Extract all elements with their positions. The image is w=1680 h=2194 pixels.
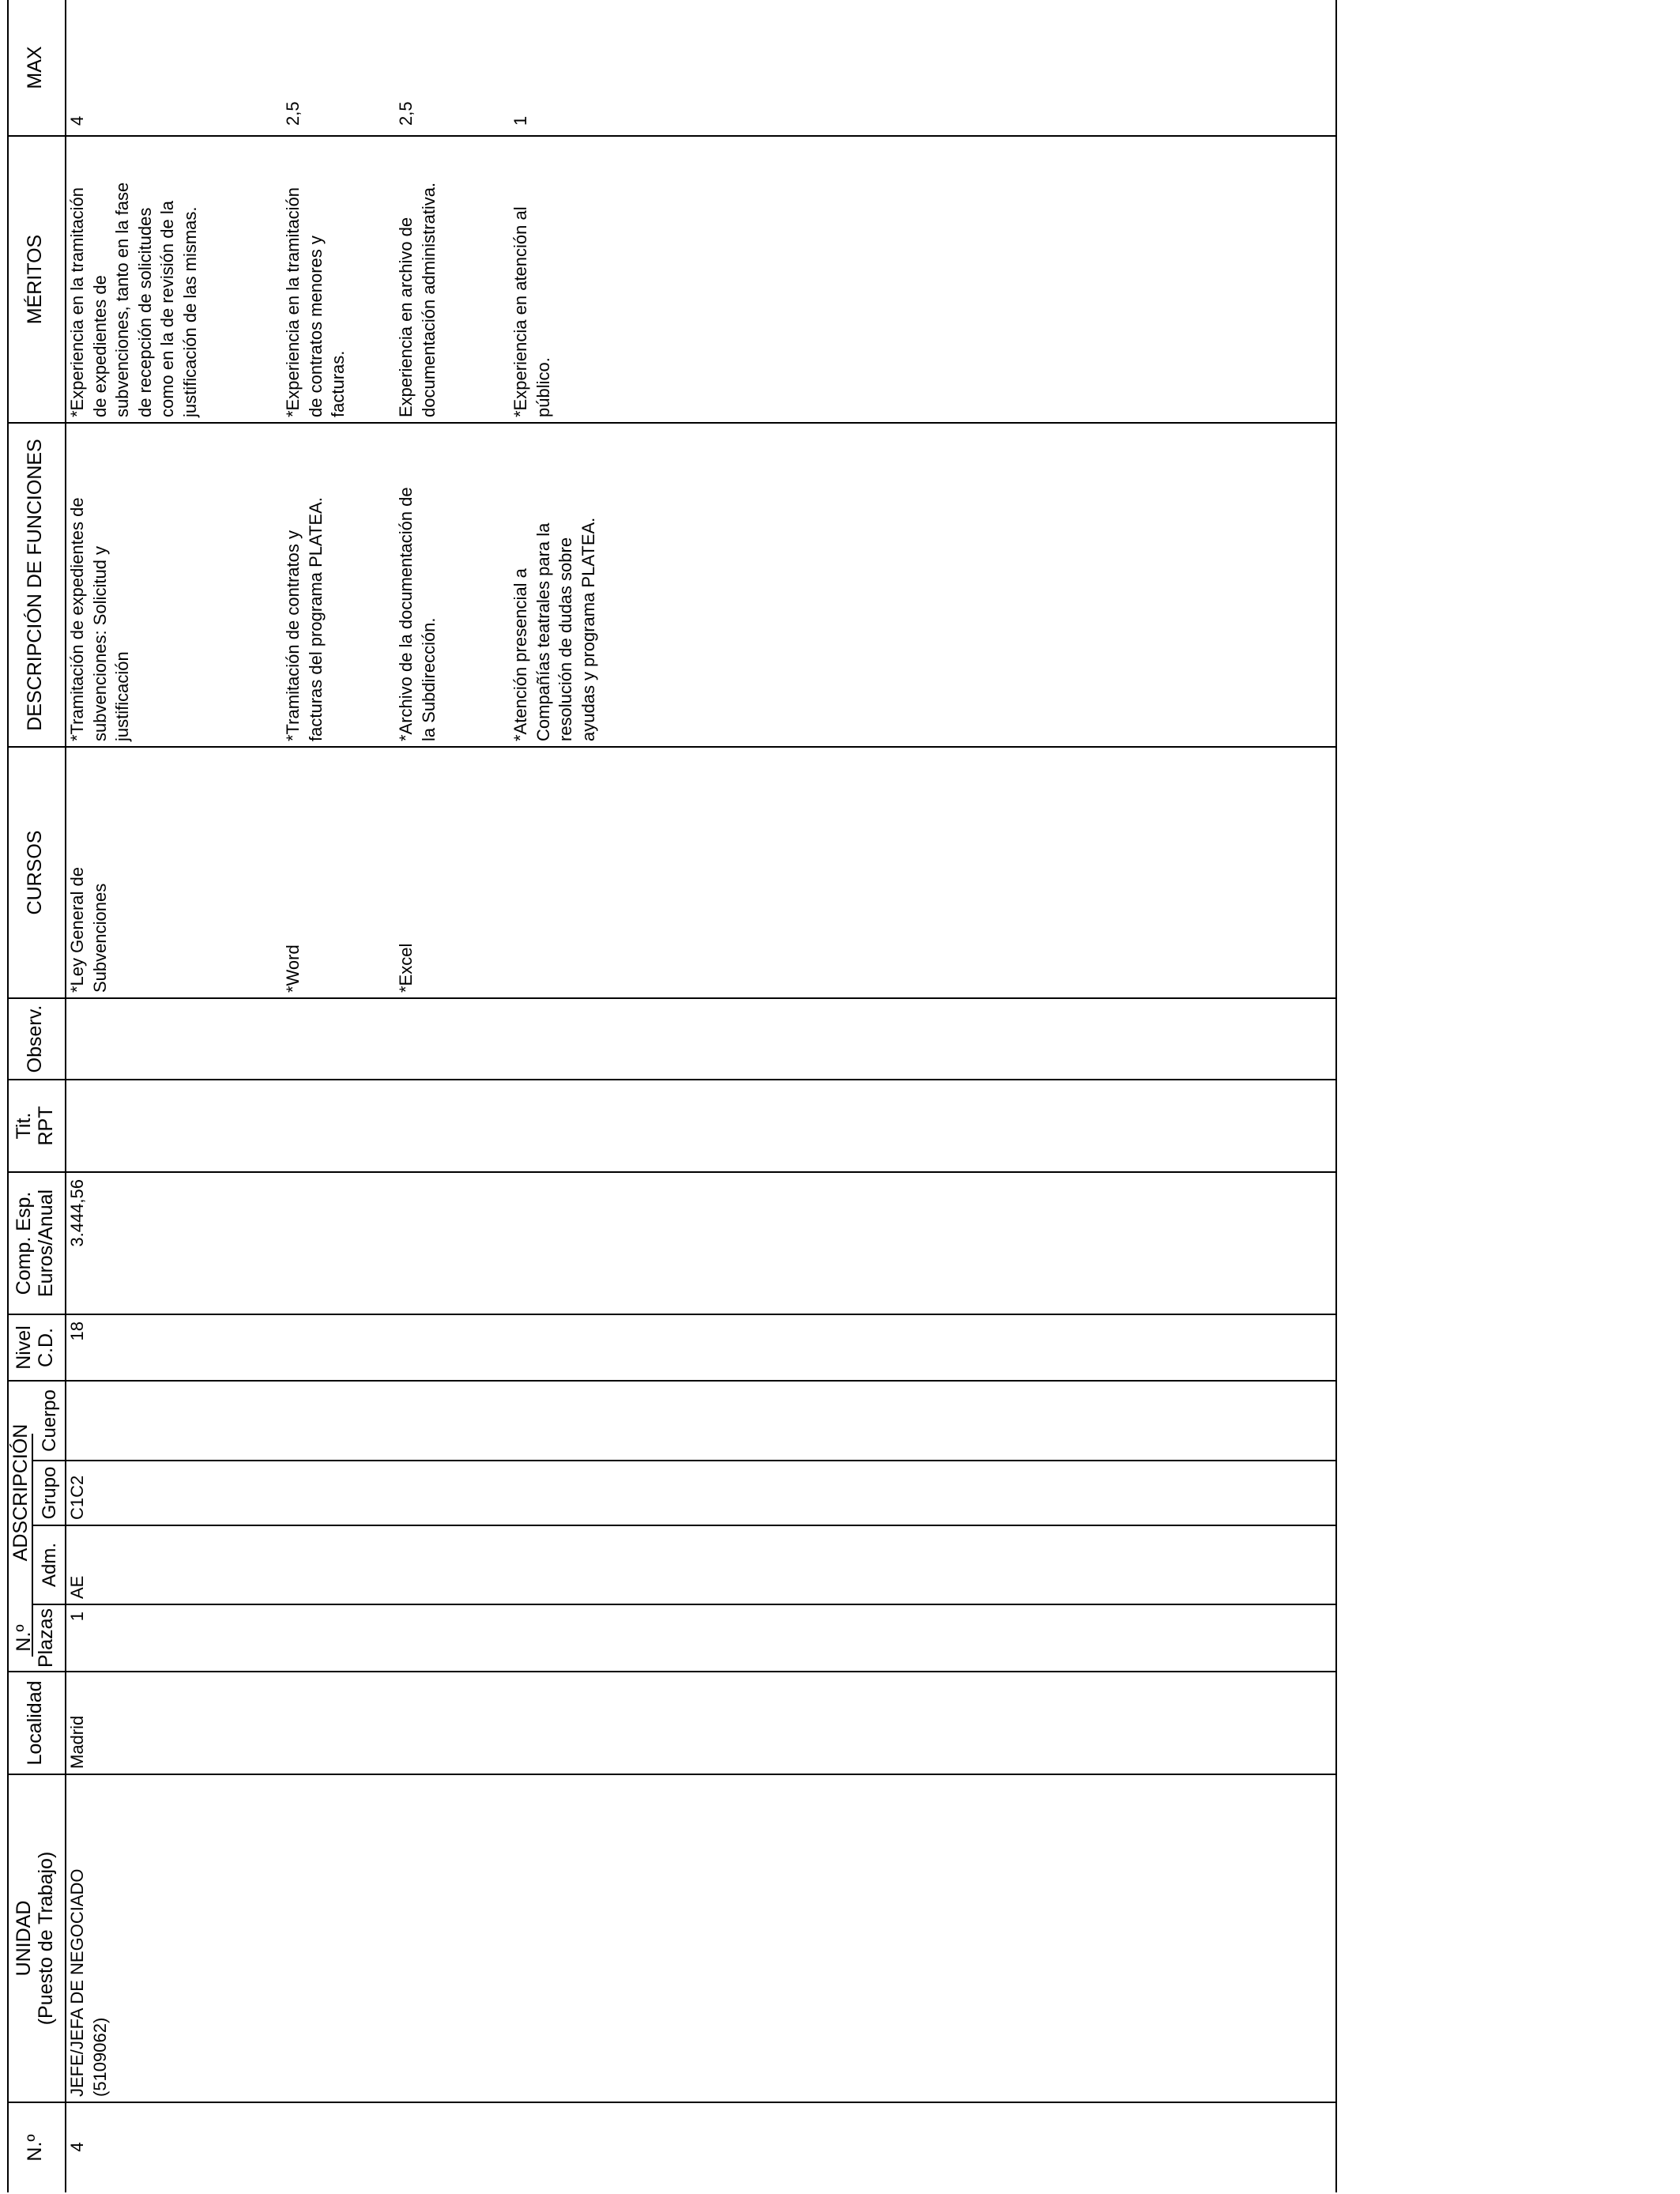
col-sep-10 — [7, 1079, 1337, 1080]
row-unidad: JEFE/JEFA DE NEGOCIADO (5109062) — [67, 1868, 110, 2097]
header-unidad: UNIDAD (Puesto de Trabajo) — [13, 1851, 57, 2026]
item-descripcion: *Atención presencial a Compañías teatrales para la resolución de dudas sobre ayudas y programa PLATEA. — [510, 517, 598, 741]
item-curso: *Excel — [396, 943, 416, 993]
table-bottom-border — [1335, 0, 1337, 2192]
header-tit: Tit. RPT — [13, 1106, 57, 1146]
col-sep-12 — [7, 746, 1337, 748]
item-merito: Experiencia en archivo de documentación administrativa. — [396, 182, 439, 417]
header-n: N.º — [24, 2134, 46, 2162]
col-sep-1 — [7, 2102, 1337, 2103]
item-curso: *Ley General de Subvenciones — [67, 867, 110, 993]
row-localidad: Madrid — [67, 1715, 87, 1769]
col-sep-14 — [7, 135, 1337, 137]
item-curso: *Word — [283, 944, 303, 993]
col-sep-7 — [7, 1380, 1337, 1382]
item-descripcion: *Tramitación de expedientes de subvenciones: Solicitud y justificación — [67, 497, 132, 741]
item-descripcion: *Archivo de la documentación de la Subdirección. — [396, 487, 439, 741]
header-descripcion: DESCRIPCIÓN DE FUNCIONES — [24, 439, 46, 731]
item-max: 2,5 — [396, 101, 416, 126]
item-merito: *Experiencia en la tramitación de contratos menores y facturas. — [283, 187, 348, 417]
header-cursos: CURSOS — [24, 830, 46, 915]
col-sep-5 — [32, 1525, 1337, 1526]
header-cuerpo: Cuerpo — [39, 1389, 60, 1452]
item-max: 4 — [67, 115, 87, 126]
table-top-border — [7, 0, 9, 2192]
header-localidad: Localidad — [24, 1680, 46, 1766]
header-observ: Observ. — [24, 1005, 46, 1073]
row-plazas: 1 — [67, 1612, 87, 1622]
header-meritos: MÉRITOS — [24, 234, 46, 325]
row-nivel: 18 — [67, 1321, 87, 1341]
col-sep-4 — [32, 1604, 1337, 1605]
col-sep-13 — [7, 422, 1337, 424]
col-sep-6 — [32, 1460, 1337, 1461]
header-plazas: N.º Plazas — [13, 1608, 57, 1668]
row-n: 4 — [67, 2142, 87, 2152]
row-grupo: C1C2 — [67, 1475, 87, 1520]
header-max: MAX — [24, 46, 46, 89]
col-sep-8 — [7, 1314, 1337, 1315]
header-grupo: Grupo — [39, 1466, 60, 1520]
item-merito: *Experiencia en atención al público. — [510, 206, 553, 417]
item-descripcion: *Tramitación de contratos y facturas del programa PLATEA. — [283, 497, 326, 741]
header-comp: Comp. Esp. Euros/Anual — [13, 1189, 57, 1298]
col-sep-3 — [7, 1671, 1337, 1672]
col-sep-2 — [7, 1774, 1337, 1775]
col-sep-9 — [7, 1171, 1337, 1173]
item-merito: *Experiencia en la tramitación de expedientes de subvenciones, tanto en la fase de recepción de solicitudes como en la de revisión de la justificación de las mismas. — [67, 182, 200, 417]
header-nivel: Nivel C.D. — [13, 1325, 57, 1370]
header-adm: Adm. — [39, 1543, 60, 1588]
item-max: 2,5 — [283, 101, 303, 126]
row-comp: 3.444,56 — [67, 1179, 87, 1247]
item-max: 1 — [510, 115, 530, 126]
header-adscripcion: ADSCRIPCIÓN — [9, 1423, 32, 1562]
row-adm: AE — [67, 1575, 87, 1599]
col-sep-11 — [7, 997, 1337, 999]
